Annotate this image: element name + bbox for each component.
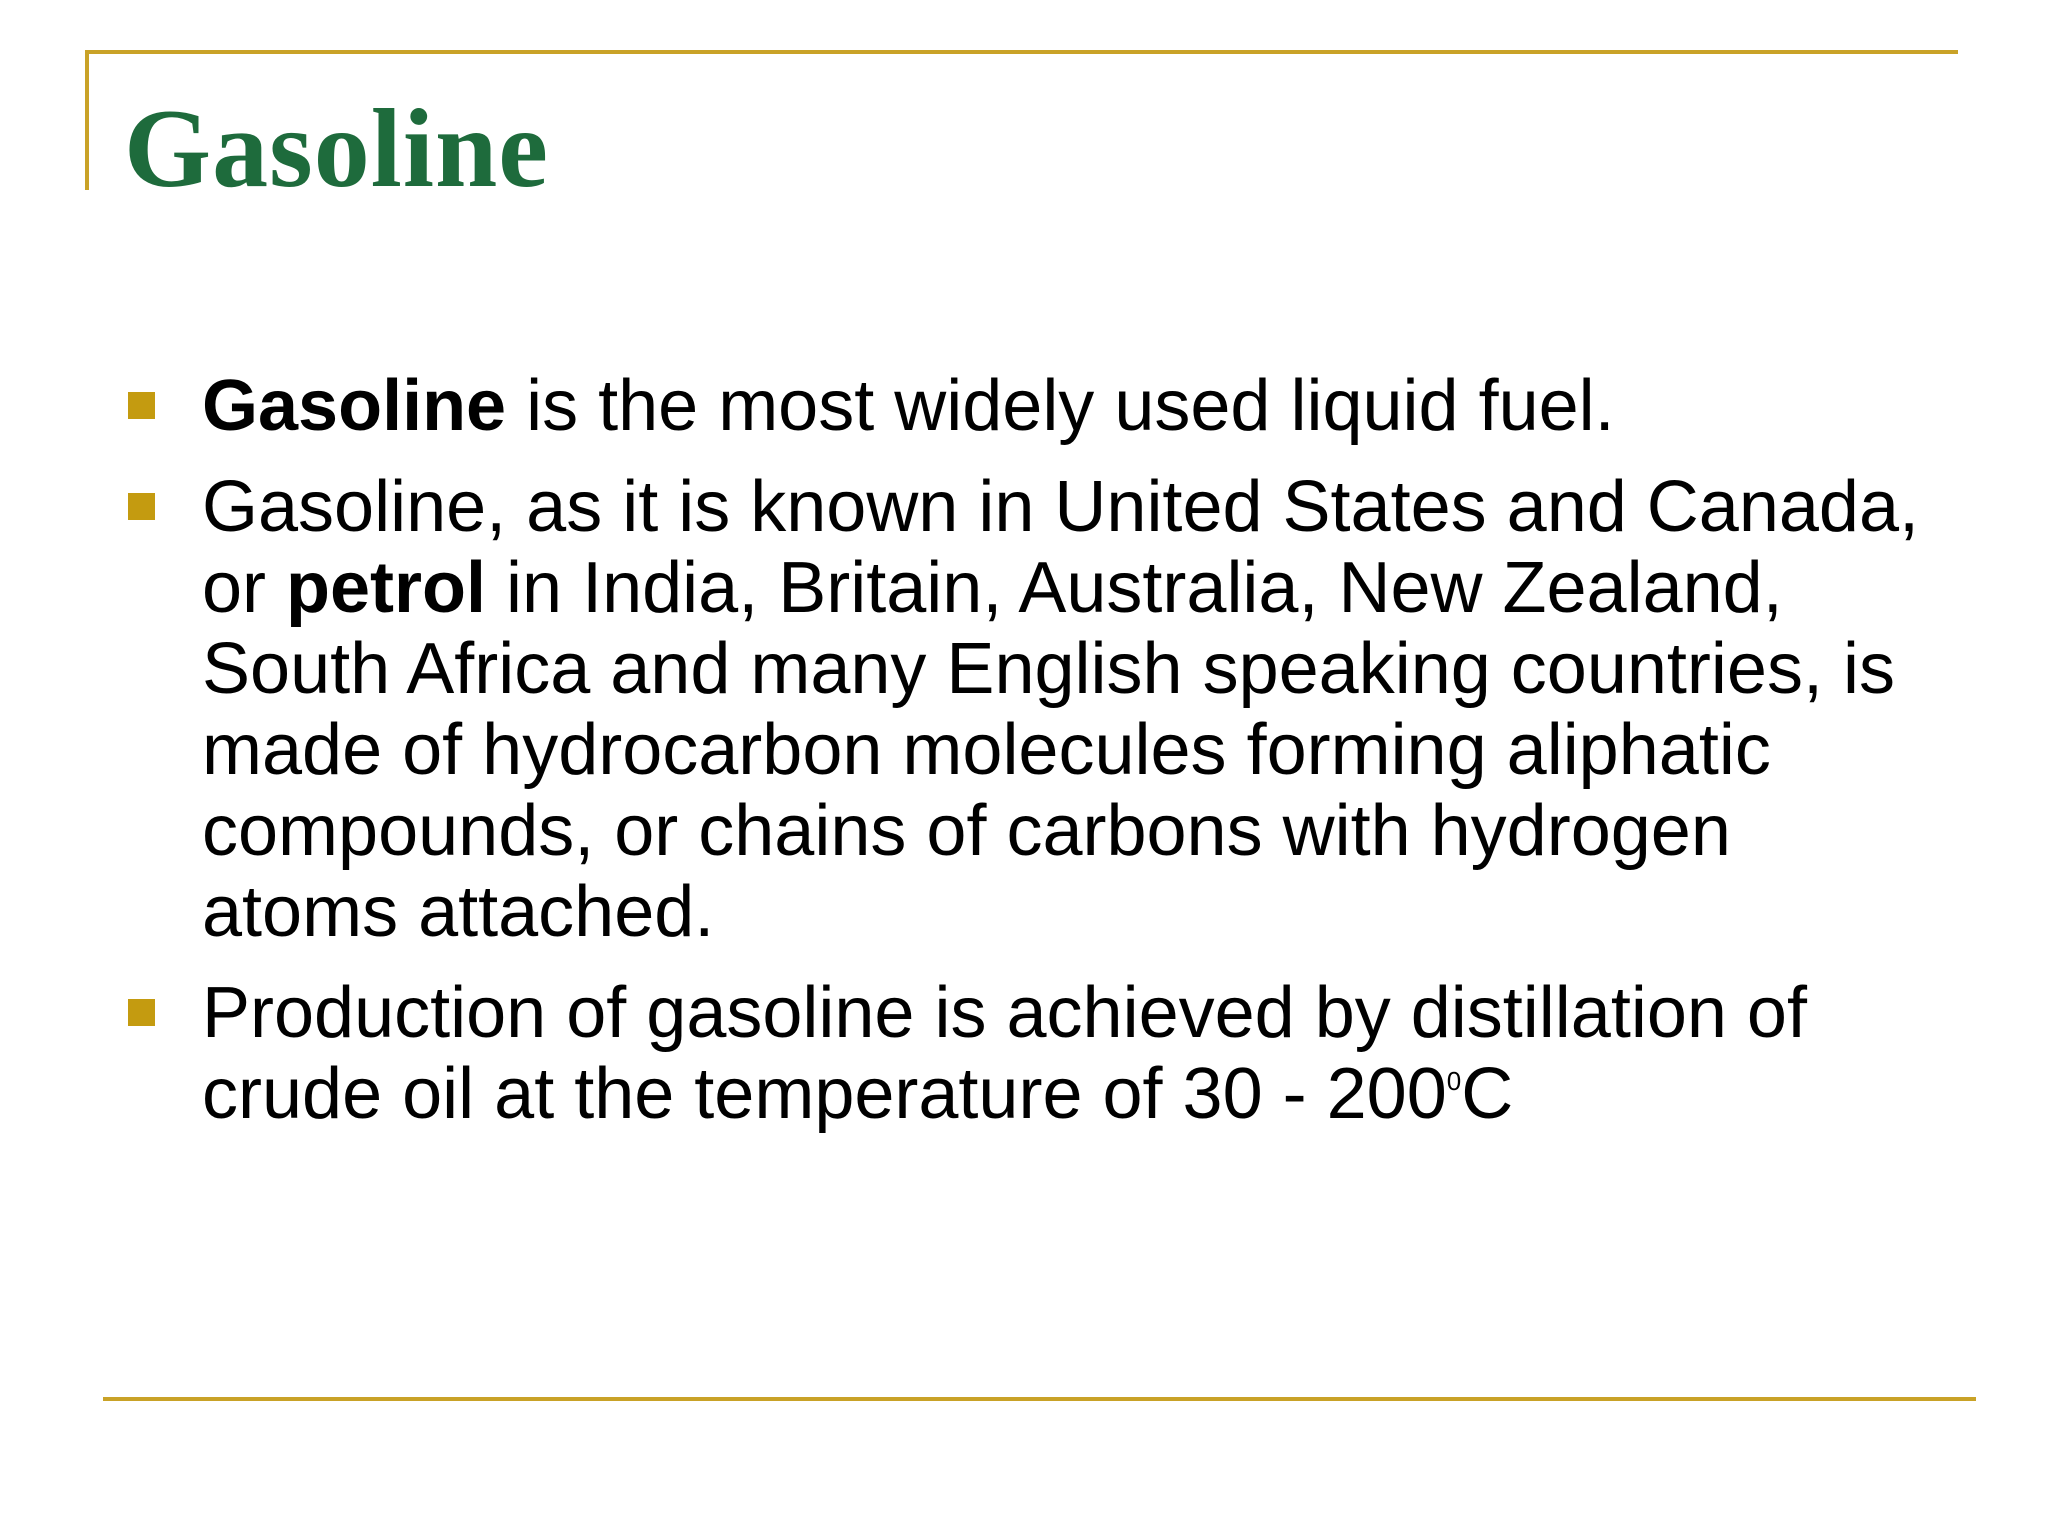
bottom-rule [103,1397,1976,1401]
bullet-text: is the most widely used liquid fuel. [506,366,1615,446]
bullet-text-before: Gasoline, as it is known in United States and Canada, or [202,467,1919,628]
bullet-item-3 [0,973,1922,1135]
square-bullet-icon [128,493,155,520]
bullet-item-1 [0,366,1922,447]
slide-title: Gasoline [124,87,549,211]
degree-superscript: 0 [1446,1066,1462,1096]
bullet-item-2 [0,467,1922,953]
square-bullet-icon [128,392,155,419]
bullet-text-before: Production of gasoline is achieved by distillation of crude oil at the temperature of 30 - 200 [202,973,1807,1134]
left-rule [85,50,89,190]
bold-term: petrol [286,548,487,628]
bullet-text-after: C [1461,1054,1514,1134]
bullet-list [0,366,2048,1155]
bold-term: Gasoline [202,366,507,446]
top-rule [85,50,1958,54]
square-bullet-icon [128,999,155,1026]
bullet-text-after: in India, Britain, Australia, New Zealand, South Africa and many English speaking countries, is made of hydrocarbon molecules forming aliphatic compounds, or chains of carbons with hydrogen atoms attached. [202,548,1895,952]
